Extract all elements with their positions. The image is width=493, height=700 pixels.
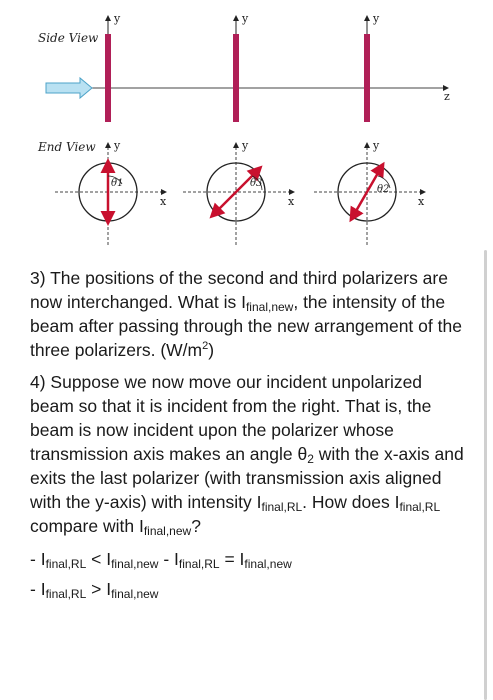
end-view-polarizer-1 — [55, 143, 166, 245]
end-y-label-1: y — [114, 139, 121, 152]
option-greater-than[interactable]: - $I_{final,RL} > I_{final,new}$ — [30, 579, 159, 601]
end-x-label-1: x — [160, 195, 167, 208]
end-x-label-2: x — [288, 195, 295, 208]
answer-options-line-2 — [30, 574, 470, 604]
polarizer-side-1 — [105, 16, 111, 122]
option-less-than[interactable]: - $I_{final,RL} < I_{final,new}$ — [30, 549, 159, 571]
option-equal[interactable]: - $I_{final,RL} = I_{final,new}$ — [158, 549, 292, 571]
angle-label-3: θ2 — [377, 184, 390, 195]
side-view-label: Side View — [38, 31, 99, 45]
y-label-side-2: y — [242, 12, 249, 25]
end-y-label-3: y — [373, 139, 380, 152]
end-view-label: End View — [38, 140, 96, 154]
incident-beam-arrow — [46, 78, 92, 98]
end-view-polarizer-3 — [314, 143, 425, 245]
question-3: 3) The positions of the second and third polarizers are now interchanged. What is $I_{final,new}$, the intensity of the beam after passing through the new arrangement of the three polarizers. $(W/m^2)$ — [30, 268, 462, 360]
polarizer-side-2 — [233, 16, 239, 122]
question-text — [30, 266, 470, 604]
angle-label-2: θ3 — [250, 178, 263, 189]
answer-options-line-1 — [30, 544, 470, 574]
polarizer-figure — [0, 0, 493, 265]
end-y-label-2: y — [242, 139, 249, 152]
z-axis-label: z — [444, 90, 450, 103]
end-x-label-3: x — [418, 195, 425, 208]
scrollbar[interactable] — [484, 250, 487, 700]
polarizer-side-3 — [364, 16, 370, 122]
end-view-polarizer-2 — [183, 143, 294, 245]
angle-label-1: θ1 — [111, 178, 124, 189]
y-label-side-1: y — [114, 12, 121, 25]
y-label-side-3: y — [373, 12, 380, 25]
question-4: 4) Suppose we now move our incident unpolarized beam so that it is incident from the right. That is, the beam is now incident upon the polarizer whose transmission axis makes an angle $\theta_2$ with the x-axis and exits the last polarizer (with transmission axis aligned with the y-axis) with intensity $I_{final,RL}$. How does $I_{final,RL}$ compare with $I_{final,new}$? — [30, 372, 464, 538]
